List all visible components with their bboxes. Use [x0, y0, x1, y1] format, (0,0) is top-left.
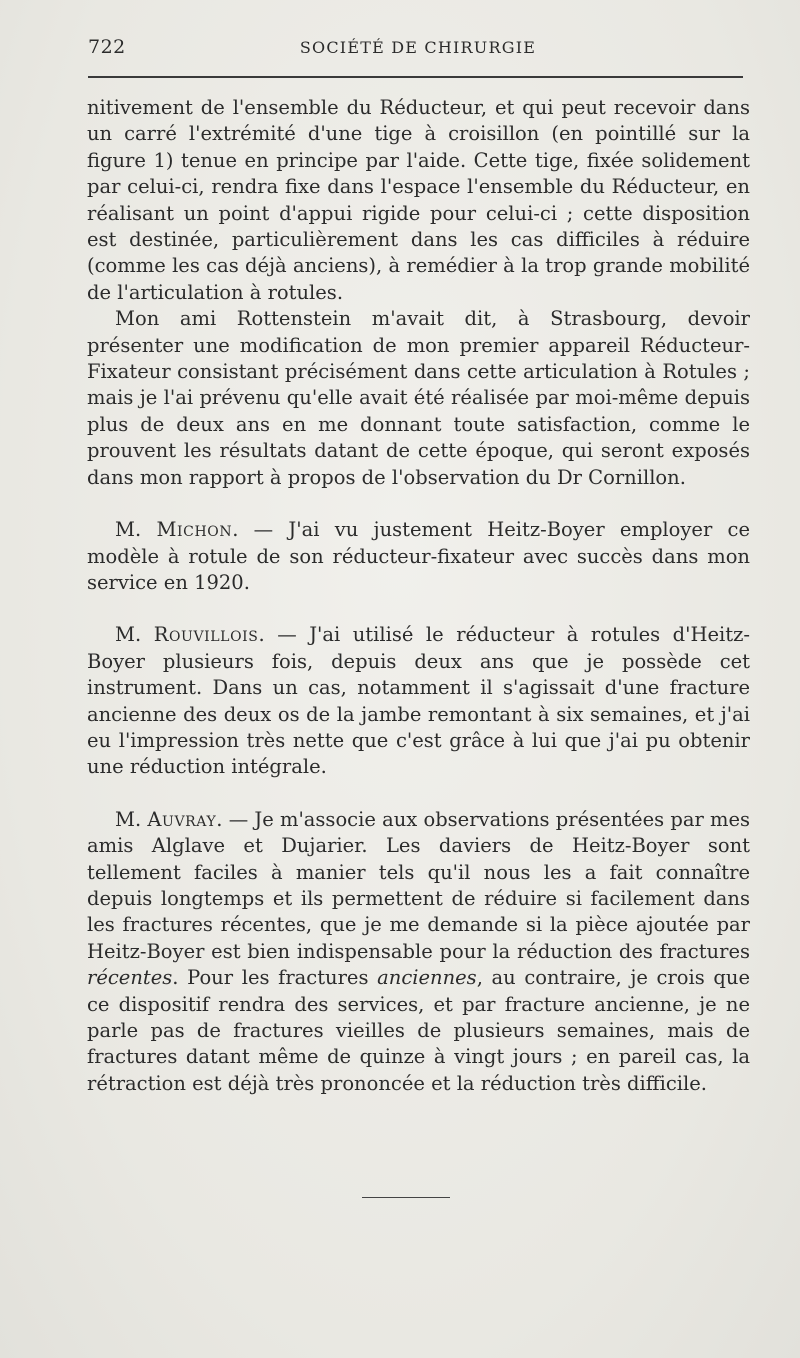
- speaker-prefix: M.: [115, 807, 148, 831]
- remark-text: . Pour les fractures: [172, 966, 378, 990]
- header-rule: [88, 76, 743, 78]
- remark-rouvillois: [87, 622, 750, 780]
- remark-michon: [87, 517, 750, 596]
- page-number: 722: [88, 36, 126, 58]
- speaker-name-auvray: Auvray: [147, 807, 217, 831]
- remark-text: . — J'ai vu justement Heitz-Boyer employer ce modèle à rotule de son réducteur-fixateur avec succès dans mon service en 1920.: [87, 518, 750, 594]
- italic-word: récentes: [87, 966, 173, 990]
- page-header: [88, 36, 748, 64]
- remark-auvray: [87, 807, 750, 1097]
- body-text: [87, 95, 750, 1097]
- end-rule: [362, 1197, 450, 1198]
- remark-text: . — J'ai utilisé le réducteur à rotules d'Heitz-Boyer plusieurs fois, depuis deux ans que je possède cet instrument. Dans un cas, notamment il s'agissait d'une fracture ancienne des deux os de la jambe remontant à six semaines, et j'ai eu l'impression très nette que c'est grâce à lui que j'ai pu obtenir une réduction intégrale.: [87, 623, 750, 779]
- paragraph-rottenstein: Mon ami Rottenstein m'avait dit, à Strasbourg, devoir présenter une modification de mon premier appareil Réducteur-Fixateur consistant précisément dans cette articulation à Rotules ; mais je l'ai prévenu qu'elle avait été réalisée par moi-même depuis plus de deux ans en me donnant toute satisfaction, comme le prouvent les résultats datant de cette époque, qui seront exposés dans mon rapport à propos de l'observation du Dr Cornillon.: [87, 307, 750, 489]
- italic-word: anciennes: [377, 966, 477, 990]
- speaker-name-rouvillois: Rouvillois: [153, 623, 259, 647]
- speaker-name-michon: Michon: [156, 518, 233, 542]
- speaker-prefix: M.: [115, 518, 157, 542]
- remark-text: . — Je m'associe aux observations présentées par mes amis Alglave et Dujarier. Les daviers de Heitz-Boyer sont tellement faciles à manier tels qu'il nous les a fait connaître depuis longtemps et ils permettent de réduire si facilement dans les fractures récentes, que je me demande si la pièce ajoutée par Heitz-Boyer est bien indispensable pour la réduction des fractures: [87, 807, 751, 963]
- running-title: SOCIÉTÉ DE CHIRURGIE: [299, 38, 537, 57]
- paragraph-continuation: nitivement de l'ensemble du Réducteur, et qui peut recevoir dans un carré l'extrémité d'une tige à croisillon (en pointillé sur la figure 1) tenue en principe par l'aide. Cette tige, fixée solidement par celui-ci, rendra fixe dans l'espace l'ensemble du Réducteur, en réalisant un point d'appui rigide pour celui-ci ; cette disposition est destinée, particulièrement dans les cas difficiles à réduire (comme les cas déjà anciens), à remédier à la trop grande mobilité de l'articulation à rotules.: [87, 96, 750, 304]
- remark-text: , au contraire, je crois que ce dispositif rendra des services, et par fracture ancienne, je ne parle pas de fractures vieilles de plusieurs semaines, mais de fractures datant même de quinze à vingt jours ; en pareil cas, la rétraction est déjà très prononcée et la réduction très difficile.: [87, 966, 751, 1095]
- speaker-prefix: M.: [115, 623, 154, 647]
